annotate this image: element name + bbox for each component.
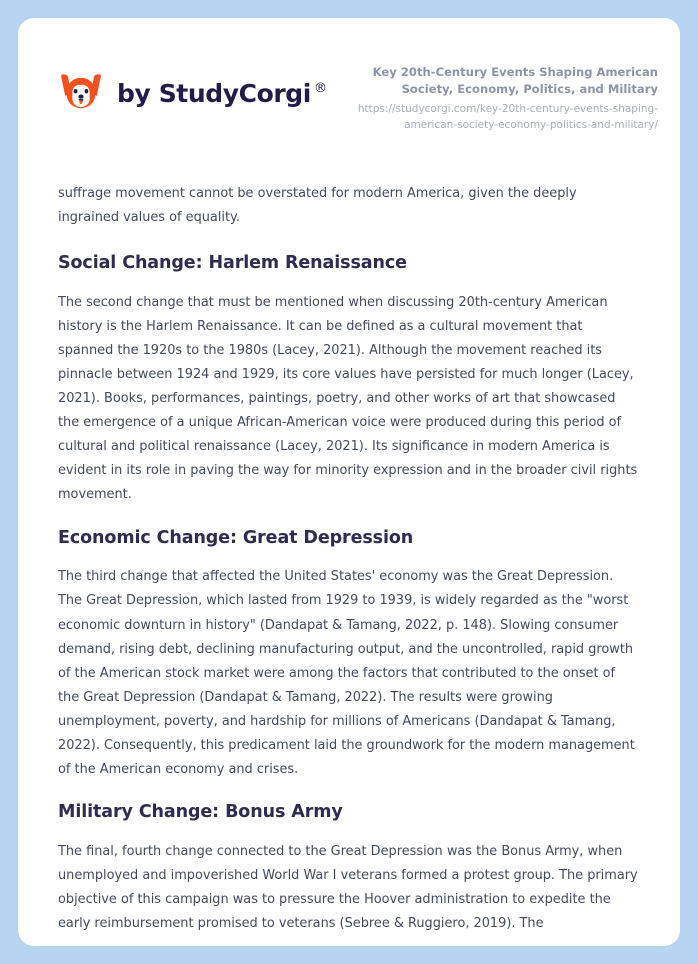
corgi-face-icon (58, 70, 104, 116)
studycorgi-branding (58, 62, 327, 116)
section-economic-change (58, 527, 640, 783)
document-url[interactable]: https://studycorgi.com/key-20th-century-events-shaping-american-society-economy-politics-and-military/ (357, 103, 658, 131)
section-heading: Military Change: Bonus Army (58, 802, 343, 823)
section-social-change (58, 252, 640, 508)
document-header (18, 18, 680, 133)
intro-paragraph: suffrage movement cannot be overstated for modern America, given the deeply ingrained values of equality. (58, 185, 577, 225)
section-heading: Economic Change: Great Depression (58, 527, 414, 548)
document-page-card (18, 18, 680, 946)
registered-trademark-symbol: ® (313, 80, 327, 96)
section-military-change (58, 801, 640, 936)
brand-wordmark-text: by StudyCorgi (117, 78, 311, 108)
document-meta (328, 62, 658, 133)
brand-wordmark (117, 78, 327, 108)
section-paragraph: The final, fourth change connected to the Great Depression was the Bonus Army, when unemployed and impoverished World War I veterans formed a protest group. The primary objective of this campaign was to pressure the Hoover administration to expedite the early reimbursement promised to veterans (Sebree & Ruggiero, 2019). The (58, 843, 638, 932)
section-paragraph: The third change that affected the United States' economy was the Great Depression. The Great Depression, which lasted from 1929 to 1939, is widely regarded as the "worst economic downturn in history" (Dandapat & Tamang, 2022, p. 148). Slowing consumer demand, rising debt, declining manufacturing output, and the uncontrolled, rapid growth of the American stock market were among the factors that contributed to the onset of the Great Depression (Dandapat & Tamang, 2022). The results were growing unemployment, poverty, and hardship for millions of Americans (Dandapat & Tamang, 2022). Consequently, this predicament laid the groundwork for the modern management of the American economy and crises. (58, 569, 635, 778)
document-body (18, 182, 680, 937)
document-title: Key 20th-Century Events Shaping American Society, Economy, Politics, and Military (372, 65, 658, 96)
section-paragraph: The second change that must be mentioned when discussing 20th-century American history is the Harlem Renaissance. It can be defined as a cultural movement that spanned the 1920s to the 1980s (Lacey, 2021). Although the movement reached its pinnacle between 1924 and 1929, its core values have persisted for much longer (Lacey, 2021). Books, performances, paintings, poetry, and other works of art that showcased the emergence of a unique African-American voice were produced during this period of cultural and political renaissance (Lacey, 2021). Its significance in modern America is evident in its role in paving the way for minority expression and in the broader civil rights movement. (58, 294, 638, 503)
section-heading: Social Change: Harlem Renaissance (58, 252, 407, 273)
